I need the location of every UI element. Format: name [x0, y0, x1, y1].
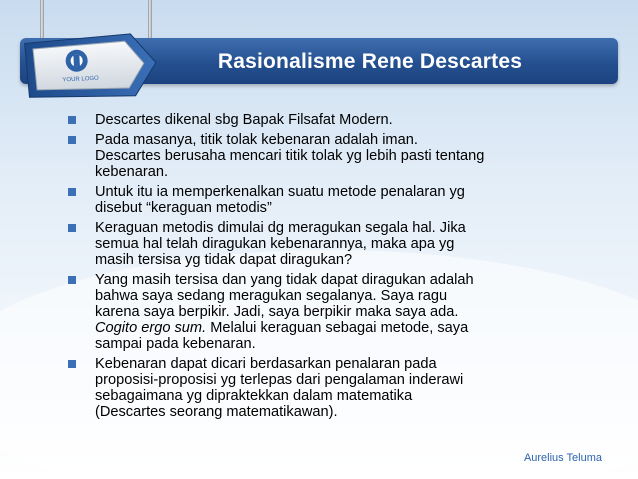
bullet-line-rest: Melalui keraguan sebagai metode, saya [206, 320, 469, 336]
bullet-square-icon [68, 188, 76, 196]
footer-author: Aurelius Teluma [523, 452, 602, 464]
bullet-line: bahwa saya sedang meragukan segalanya. Saya ragu [95, 288, 448, 304]
bullet-line: semua hal telah diragukan kebenarannya, maka apa yg [95, 236, 455, 252]
signboard-graphic [20, 28, 161, 105]
logo-text: YOUR LOGO [62, 75, 99, 84]
bullet-item [0, 112, 638, 128]
bullet-list [0, 112, 638, 424]
bullet-line [95, 320, 588, 336]
bullet-square-icon [68, 224, 76, 232]
bullet-line: Yang masih tersisa dan yang tidak dapat diragukan adalah [95, 272, 474, 288]
bullet-line: Pada masanya, titik tolak kebenaran adalah iman. [95, 132, 418, 148]
bullet-line: Kebenaran dapat dicari berdasarkan penalaran pada [95, 356, 437, 372]
bullet-line: Untuk itu ia memperkenalkan suatu metode penalaran yg [95, 184, 465, 200]
bullet-line: sebagaimana yg dipraktekkan dalam matematika [95, 388, 413, 404]
bullet-item [0, 356, 638, 420]
bullet-square-icon [68, 136, 76, 144]
bullet-line: kebenaran. [95, 164, 169, 180]
bullet-line: karena saya berpikir. Jadi, saya berpikir maka saya ada. [95, 304, 459, 320]
bullet-line: sampai pada kebenaran. [95, 336, 256, 352]
bullet-item [0, 184, 638, 216]
bullet-line: Keraguan metodis dimulai dg meragukan segala hal. Jika [95, 220, 466, 236]
bullet-square-icon [68, 116, 76, 124]
bullet-line: Descartes dikenal sbg Bapak Filsafat Modern. [95, 112, 393, 128]
bullet-item [0, 220, 638, 268]
slide-title: Rasionalisme Rene Descartes [217, 50, 523, 73]
latin-phrase: Cogito ergo sum. [95, 320, 207, 336]
bullet-item [0, 272, 638, 352]
bullet-line: (Descartes seorang matematikawan). [95, 404, 338, 420]
bullet-item [0, 132, 638, 180]
bullet-square-icon [68, 276, 76, 284]
bullet-line: disebut “keraguan metodis” [95, 200, 272, 216]
bullet-line: Descartes berusaha mencari titik tolak yg lebih pasti tentang [95, 148, 485, 164]
bullet-line: proposisi-proposisi yg terlepas dari pengalaman inderawi [95, 372, 464, 388]
bullet-square-icon [68, 360, 76, 368]
logo-signboard [20, 28, 161, 105]
bullet-line: masih tersisa yg tidak dapat diragukan? [95, 252, 353, 268]
